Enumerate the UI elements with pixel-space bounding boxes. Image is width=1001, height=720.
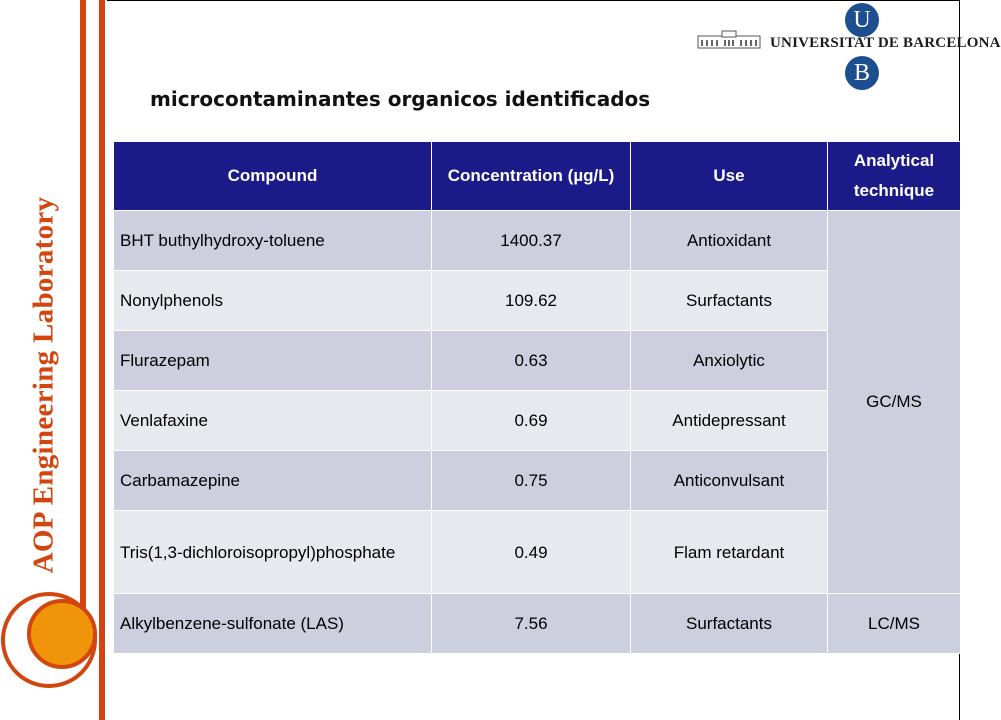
cell-use: Anxiolytic <box>631 331 828 391</box>
cell-concentration: 1400.37 <box>432 211 631 271</box>
header-analytical-technique: Analytical technique <box>828 142 961 211</box>
cell-compound: Nonylphenols <box>114 271 432 331</box>
table-header-row <box>114 142 961 211</box>
cell-compound: BHT buthylhydroxy-toluene <box>114 211 432 271</box>
cell-compound: Alkylbenzene-sulfonate (LAS) <box>114 594 432 654</box>
building-icon <box>697 30 763 50</box>
university-logo <box>694 0 1001 100</box>
header-concentration: Concentration (µg/L) <box>432 142 631 211</box>
cell-use: Flam retardant <box>631 511 828 594</box>
contaminants-table <box>113 141 961 654</box>
accent-bar-left <box>80 0 86 610</box>
cell-concentration: 0.49 <box>432 511 631 594</box>
decorative-circles-icon <box>0 585 110 695</box>
cell-concentration: 0.75 <box>432 451 631 511</box>
cell-compound: Tris(1,3-dichloroisopropyl)phosphate <box>114 511 432 594</box>
cell-compound: Venlafaxine <box>114 391 432 451</box>
cell-use: Anticonvulsant <box>631 451 828 511</box>
header-use: Use <box>631 142 828 211</box>
cell-technique-gcms: GC/MS <box>828 211 961 594</box>
cell-use: Surfactants <box>631 594 828 654</box>
cell-use: Surfactants <box>631 271 828 331</box>
lab-name-vertical: AOP Engineering Laboratory <box>27 196 60 574</box>
cell-technique-lcms: LC/MS <box>828 594 961 654</box>
cell-concentration: 109.62 <box>432 271 631 331</box>
logo-text: UNIVERSITAT DE BARCELONA <box>770 35 1001 51</box>
cell-concentration: 0.69 <box>432 391 631 451</box>
cell-use: Antidepressant <box>631 391 828 451</box>
cell-compound: Flurazepam <box>114 331 432 391</box>
table-row <box>114 594 961 654</box>
logo-u-circle: U <box>845 3 879 37</box>
cell-concentration: 0.63 <box>432 331 631 391</box>
logo-b-circle: B <box>845 56 879 90</box>
cell-concentration: 7.56 <box>432 594 631 654</box>
cell-compound: Carbamazepine <box>114 451 432 511</box>
table-row <box>114 211 961 271</box>
header-compound: Compound <box>114 142 432 211</box>
slide-title: microcontaminantes organicos identificados <box>150 87 651 111</box>
cell-use: Antioxidant <box>631 211 828 271</box>
